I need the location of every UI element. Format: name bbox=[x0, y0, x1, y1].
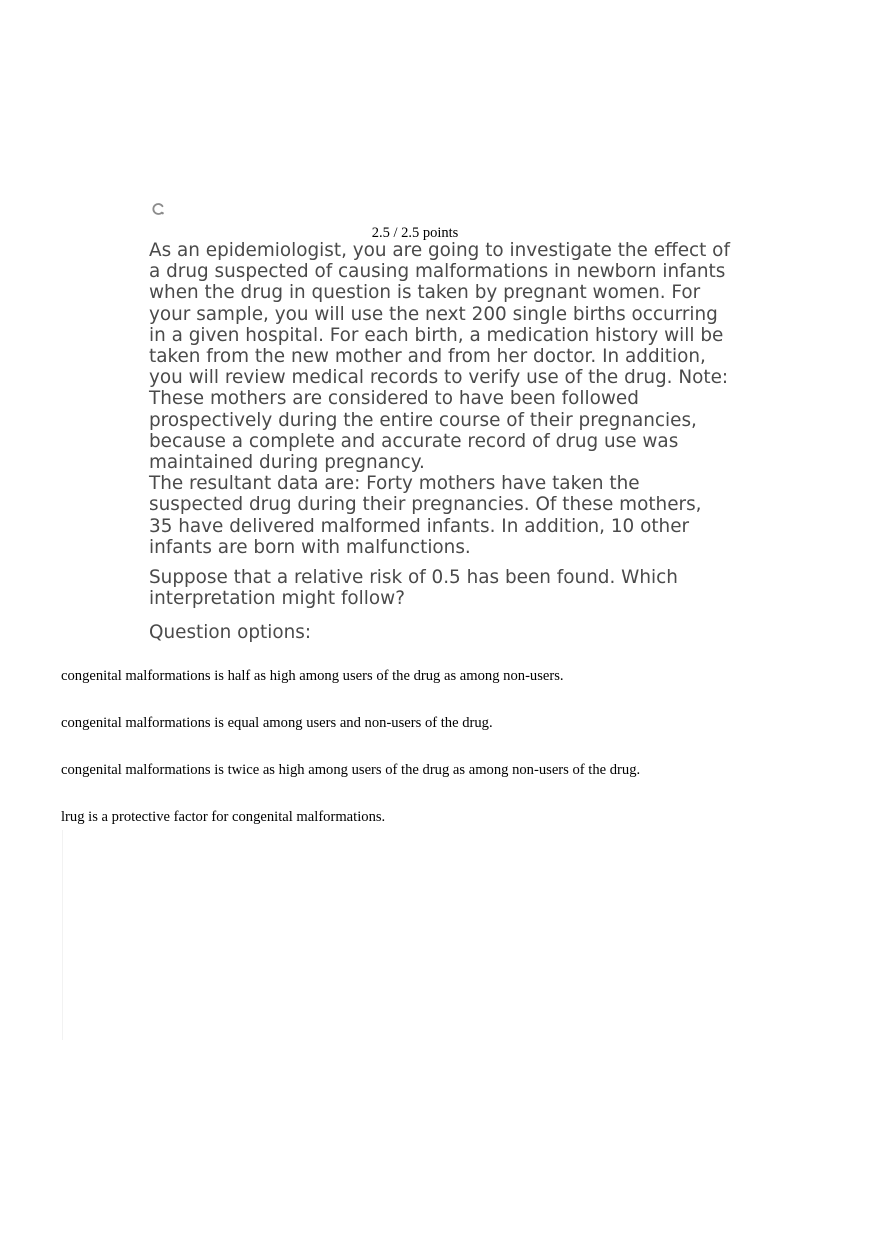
divider bbox=[62, 830, 63, 1040]
score-label: 2.5 / 2.5 points bbox=[371, 225, 459, 241]
answer-option[interactable]: congenital malformations is half as high among users of the drug as among non-users. bbox=[61, 668, 564, 684]
question-prompt-line: interpretation might follow? bbox=[149, 588, 405, 610]
answer-option[interactable]: congenital malformations is equal among users and non-users of the drug. bbox=[61, 715, 493, 731]
loading-spinner-icon bbox=[151, 201, 165, 215]
question-line: The resultant data are: Forty mothers have taken the bbox=[149, 473, 640, 495]
question-line: when the drug in question is taken by pregnant women. For bbox=[149, 282, 701, 304]
question-line: As an epidemiologist, you are going to investigate the effect of bbox=[149, 240, 730, 261]
question-line: infants are born with malfunctions. bbox=[149, 536, 471, 558]
question-prompt-line: Suppose that a relative risk of 0.5 has been found. Which bbox=[149, 567, 678, 589]
options-heading: Question options: bbox=[149, 622, 312, 644]
question-line: a drug suspected of causing malformations in newborn infants bbox=[149, 261, 726, 283]
question-line: maintained during pregnancy. bbox=[149, 452, 425, 474]
question-line: in a given hospital. For each birth, a medication history will be bbox=[149, 324, 724, 346]
question-line: These mothers are considered to have been followed bbox=[149, 388, 639, 410]
question-line: you will review medical records to verify use of the drug. Note: bbox=[149, 367, 729, 389]
question-line: because a complete and accurate record of drug use was bbox=[149, 430, 679, 452]
question-text bbox=[149, 240, 749, 644]
answer-option[interactable]: congenital malformations is twice as high among users of the drug as among non-users of the drug. bbox=[61, 762, 641, 778]
question-line: 35 have delivered malformed infants. In addition, 10 other bbox=[149, 515, 690, 537]
question-line: suspected drug during their pregnancies. Of these mothers, bbox=[149, 494, 702, 516]
question-line: taken from the new mother and from her doctor. In addition, bbox=[149, 346, 706, 368]
question-line: your sample, you will use the next 200 single births occurring bbox=[149, 303, 718, 325]
question-line: prospectively during the entire course of their pregnancies, bbox=[149, 409, 697, 431]
answer-option[interactable]: lrug is a protective factor for congenital malformations. bbox=[61, 809, 386, 825]
